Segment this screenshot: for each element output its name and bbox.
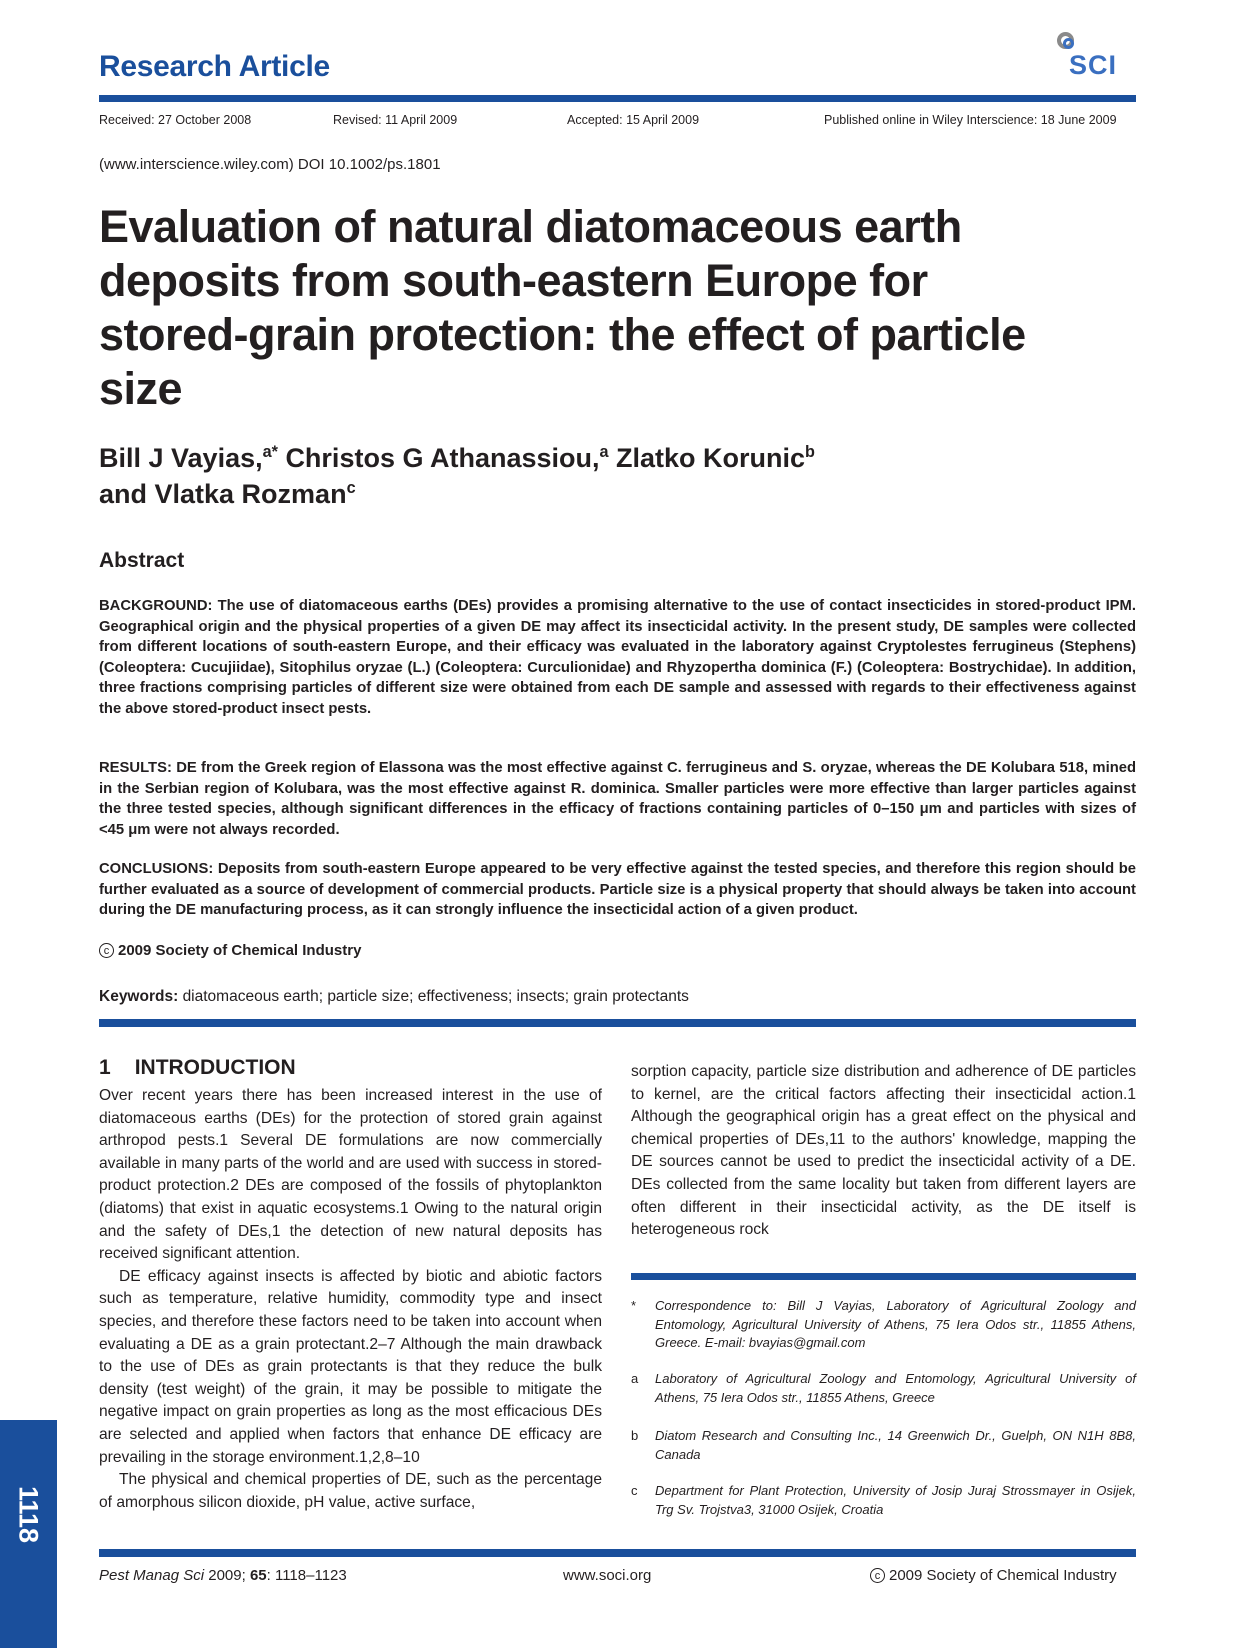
published-date: Published online in Wiley Interscience: 18 June 2009 [824, 113, 1117, 127]
journal-pages: : 1118–1123 [266, 1567, 347, 1584]
author-affiliation: a* [262, 443, 278, 461]
author-name: Christos G Athanassiou, [285, 443, 600, 473]
received-date: Received: 27 October 2008 [99, 113, 252, 127]
notes-rule [631, 1273, 1136, 1280]
copyright-text: 2009 Society of Chemical Industry [118, 942, 362, 959]
abstract-heading: Abstract [99, 549, 185, 572]
copyright-text: 2009 Society of Chemical Industry [889, 1567, 1117, 1584]
note-mark: * [631, 1298, 637, 1313]
journal-year: 2009; [208, 1567, 246, 1584]
author-affiliation: b [805, 443, 815, 461]
body-paragraph: The physical and chemical properties of DE, such as the percentage of amorphous silicon dioxide, pH value, active surface, [99, 1471, 602, 1511]
keywords-line [99, 988, 689, 1006]
abstract-background: BACKGROUND: The use of diatomaceous earths (DEs) provides a promising alternative to the use of contact insecticides in stored-product IPM. Geographical origin and the physical properties of a given DE may affect its insecticidal activity. In the present study, DE samples were collected from different locations of south-eastern Europe, and their efficacy was evaluated in the laboratory against Cryptolestes ferrugineus (Stephens) (Coleoptera: Cucujiidae), Sitophilus oryzae (L.) (Coleoptera: Curculionidae) and Rhyzopertha dominica (F.) (Coleoptera: Bostrychidae). In addition, three fractions comprising particles of different size were obtained from each DE sample and assessed with regards to their effectiveness against the above stored-product insect pests. [99, 598, 1136, 717]
affiliation-note [631, 1427, 1136, 1464]
revised-date: Revised: 11 April 2009 [333, 113, 458, 127]
author-list [99, 440, 999, 512]
correspondence-note [631, 1297, 1136, 1353]
abstract-results: RESULTS: DE from the Greek region of Elassona was the most effective against C. ferrugineus and S. oryzae, whereas the DE Kolubara 518, mined in the Serbian region of Kolubara, was the most effective against R. dominica. Smaller particles were more effective than larger particles against the three tested species, although significant differences in the efficacy of fractions containing particles of 0–150 μm and particles with sizes of <45 μm were not always recorded. [99, 760, 1136, 838]
section-title: INTRODUCTION [134, 1056, 296, 1079]
section-label: Research Article [99, 50, 330, 83]
right-column [631, 1061, 1136, 1242]
author-affiliation: c [346, 479, 356, 497]
accepted-date: Accepted: 15 April 2009 [567, 113, 700, 127]
journal-citation [99, 1567, 347, 1584]
footer-rule [99, 1549, 1136, 1557]
author-affiliation: a [599, 443, 609, 461]
footer-url[interactable]: www.soci.org [563, 1567, 652, 1584]
affiliation-note [631, 1482, 1136, 1519]
keywords-text: diatomaceous earth; particle size; effectiveness; insects; grain protectants [182, 988, 689, 1005]
logo-text: SCI [1069, 50, 1118, 80]
page-number: 1118 [13, 1485, 44, 1544]
section-number: 1 [99, 1056, 111, 1079]
body-paragraph: sorption capacity, particle size distribution and adherence of DE particles to kernel, are the critical factors affecting their insecticidal action.1 Although the geographical origin has a great effect on the physical and chemical properties of DEs,11 to the authors' knowledge, mapping the DE sources cannot be used to predict the insecticidal activity of a DE. DEs collected from the same locality but taken from different layers are often different in their insecticidal activity, as the DE itself is heterogeneous rock [631, 1063, 1136, 1239]
copyright-icon: c [870, 1568, 885, 1583]
author-name: Zlatko Korunic [616, 443, 806, 473]
sci-logo [1045, 30, 1135, 82]
keywords-label: Keywords: [99, 988, 179, 1005]
note-mark: c [631, 1483, 638, 1498]
left-column [99, 1085, 602, 1514]
footer-copyright [870, 1567, 1117, 1584]
body-paragraph: DE efficacy against insects is affected by biotic and abiotic factors such as temperature, relative humidity, commodity type and insect species, and therefore these factors need to be taken into account when evaluating a DE as a grain protectant.2–7 Although the main drawback to the use of DEs as grain protectants is that they reduce the bulk density (test weight) of the grain, it may be possible to mitigate the negative impact on grain properties as long as the most efficacious DEs are selected and applied when factors that enhance DE efficacy are prevailing in the storage environment.1,2,8–10 [99, 1267, 602, 1466]
abstract-conclusions: CONCLUSIONS: Deposits from south-eastern Europe appeared to be very effective against the tested species, and therefore this region should be further evaluated as a source of development of commercial products. Particle size is a physical property that should always be taken into account during the DE manufacturing process, as it can strongly influence the insecticidal action of a given product. [99, 861, 1136, 918]
journal-name: Pest Manag Sci [99, 1567, 205, 1584]
note-mark: b [631, 1428, 639, 1443]
abstract-copyright [99, 942, 361, 959]
note-text: Correspondence to: Bill J Vayias, Laboratory of Agricultural Zoology and Entomology, Agricultural University of Athens, 75 Iera Odos str., 11855 Athens, Greece. E-mail: bvayias@gmail.com [655, 1298, 1136, 1350]
affiliation-note [631, 1370, 1136, 1407]
author-name: Bill J Vayias, [99, 443, 263, 473]
doi-line: (www.interscience.wiley.com) DOI 10.1002/ps.1801 [99, 156, 441, 173]
author-name: and Vlatka Rozman [99, 479, 347, 509]
body-paragraph: Over recent years there has been increased interest in the use of diatomaceous earths (DEs) for the protection of stored grain against arthropod pests.1 Several DE formulations are now commercially available in many parts of the world and are used with success in stored-product protection.2 DEs are composed of the fossils of phytoplankton (diatoms) that exist in aquatic ecosystems.1 Owing to the natural origin and the safety of DEs,1 the detection of new natural deposits has received significant attention. [99, 1087, 602, 1263]
copyright-icon: c [99, 943, 114, 958]
section-heading [99, 1056, 320, 1080]
note-text: Diatom Research and Consulting Inc., 14 Greenwich Dr., Guelph, ON N1H 8B8, Canada [655, 1428, 1136, 1462]
header-rule [99, 95, 1136, 102]
note-mark: a [631, 1371, 639, 1386]
note-text: Department for Plant Protection, University of Josip Juraj Strossmayer in Osijek, Trg Sv. Trojstva3, 31000 Osijek, Croatia [655, 1483, 1136, 1517]
note-text: Laboratory of Agricultural Zoology and Entomology, Agricultural University of Athens, 75 Iera Odos str., 11855 Athens, Greece [655, 1371, 1136, 1405]
journal-volume: 65 [249, 1567, 267, 1584]
logo-ring-blue-icon [1063, 38, 1074, 49]
article-title: Evaluation of natural diatomaceous earth deposits from south-eastern Europe for stored-grain protection: the effect of particle size [99, 201, 1026, 414]
abstract-rule [99, 1019, 1136, 1027]
